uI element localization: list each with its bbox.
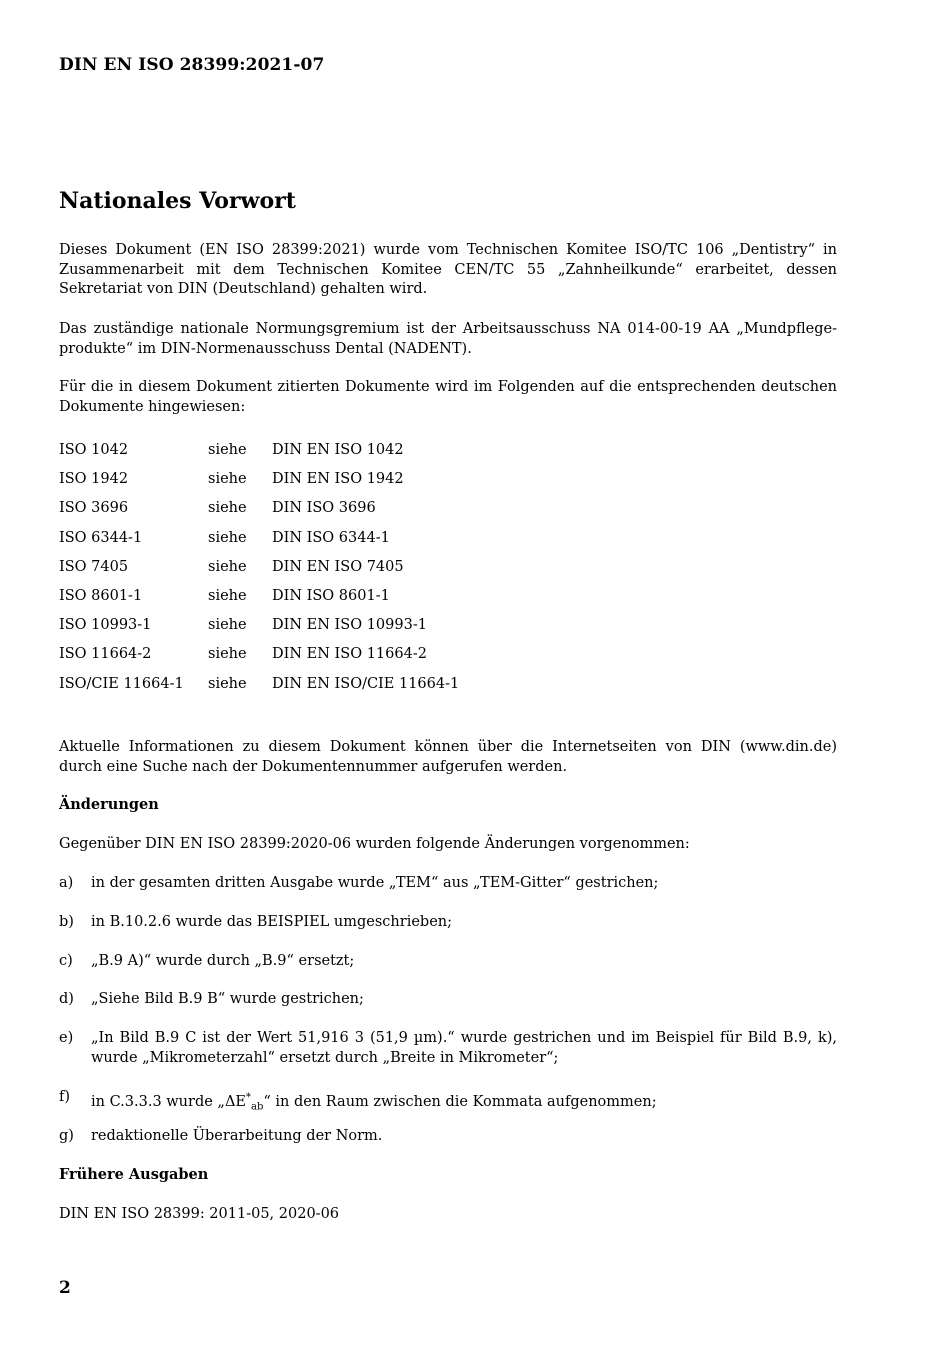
page-number: 2: [59, 1278, 71, 1298]
paragraph-din-info: Aktuelle Informationen zu diesem Dokument können über die Internetseiten von DIN (www.din.de) durch eine Suche nach der Dokumentennummer aufgerufen werden.: [59, 739, 837, 775]
change-item-text: redaktionelle Überarbeitung der Norm.: [91, 1128, 383, 1144]
reference-iso: ISO 8601-1: [59, 587, 143, 604]
change-item-text: „B.9 A)“ wurde durch „B.9“ ersetzt;: [91, 953, 355, 969]
reference-siehe: siehe: [208, 646, 247, 663]
document-id-header: DIN EN ISO 28399:2021-07: [59, 55, 325, 75]
change-item-text: [91, 1088, 837, 1117]
reference-din: DIN EN ISO 7405: [272, 558, 404, 575]
reference-siehe: siehe: [208, 471, 247, 488]
reference-din: DIN ISO 8601-1: [272, 587, 390, 604]
reference-iso: ISO 11664-2: [59, 646, 152, 663]
reference-din: DIN ISO 3696: [272, 500, 376, 517]
reference-siehe: siehe: [208, 617, 247, 634]
paragraph-references-intro: Für die in diesem Dokument zitierten Dokumente wird im Folgenden auf die entsprechenden deutschen Dokumente hingewiesen:: [59, 379, 837, 415]
reference-iso: ISO 6344-1: [59, 529, 143, 546]
change-item-text-part: “ in den Raum zwischen die Kommata aufgenommen;: [263, 1093, 657, 1110]
paragraph-standards-body: Das zuständige nationale Normungsgremium ist der Arbeitsausschuss NA 014-00-19 AA „Mundpflege-produkte“ im DIN-Normenausschuss Dental (NADENT).: [59, 321, 837, 357]
reference-iso: ISO 7405: [59, 558, 129, 575]
reference-din: DIN EN ISO 1942: [272, 471, 404, 488]
change-item-letter: d): [59, 991, 74, 1007]
reference-din: DIN EN ISO 11664-2: [272, 646, 427, 663]
reference-din: DIN EN ISO 10993-1: [272, 617, 427, 634]
change-item-text: „Siehe Bild B.9 B“ wurde gestrichen;: [91, 991, 364, 1007]
reference-siehe: siehe: [208, 558, 247, 575]
earlier-editions-text: DIN EN ISO 28399: 2011-05, 2020-06: [59, 1206, 340, 1222]
reference-iso: ISO 10993-1: [59, 617, 152, 634]
change-item-text: in B.10.2.6 wurde das BEISPIEL umgeschrieben;: [91, 914, 453, 930]
delta-e-subscript: ab: [251, 1101, 264, 1113]
reference-siehe: siehe: [208, 675, 247, 692]
change-item-text: in der gesamten dritten Ausgabe wurde „TEM“ aus „TEM-Gitter“ gestrichen;: [91, 875, 659, 891]
reference-iso: ISO 3696: [59, 500, 129, 517]
earlier-editions-heading: Frühere Ausgaben: [59, 1166, 209, 1183]
reference-din: DIN ISO 6344-1: [272, 529, 390, 546]
change-item-letter: a): [59, 875, 74, 891]
change-item-letter: c): [59, 953, 73, 969]
reference-siehe: siehe: [208, 587, 247, 604]
reference-siehe: siehe: [208, 442, 247, 458]
reference-iso: ISO 1042: [59, 442, 129, 458]
reference-din: DIN EN ISO/CIE 11664-1: [272, 675, 460, 692]
reference-siehe: siehe: [208, 500, 247, 517]
page-title: Nationales Vorwort: [59, 188, 296, 214]
reference-iso: ISO/CIE 11664-1: [59, 675, 184, 692]
change-item-letter: g): [59, 1128, 74, 1144]
delta-e-superscript: *: [246, 1092, 251, 1103]
reference-siehe: siehe: [208, 529, 247, 546]
change-item-text-part: in C.3.3.3 wurde „ΔE: [91, 1093, 246, 1110]
reference-iso: ISO 1942: [59, 471, 129, 488]
change-item-letter: e): [59, 1030, 74, 1046]
changes-intro: Gegenüber DIN EN ISO 28399:2020-06 wurden folgende Änderungen vorgenommen:: [59, 836, 690, 852]
change-item-letter: f): [59, 1089, 71, 1105]
change-item-letter: b): [59, 914, 74, 930]
changes-heading: Änderungen: [59, 796, 159, 813]
change-item-text: „In Bild B.9 C ist der Wert 51,916 3 (51,9 µm).“ wurde gestrichen und im Beispiel für Bild B.9, k), wurde „Mikrometerzahl“ ersetzt durch „Breite in Mikrometer“;: [91, 1030, 837, 1066]
paragraph-committee: Dieses Dokument (EN ISO 28399:2021) wurde vom Technischen Komitee ISO/TC 106 „Dentistry“ in Zusammenarbeit mit dem Technischen Komitee CEN/TC 55 „Zahnheilkunde“ erarbeitet, dessen Sekretariat von DIN (Deutschland) gehalten wird.: [59, 242, 837, 297]
reference-din: DIN EN ISO 1042: [272, 442, 404, 458]
